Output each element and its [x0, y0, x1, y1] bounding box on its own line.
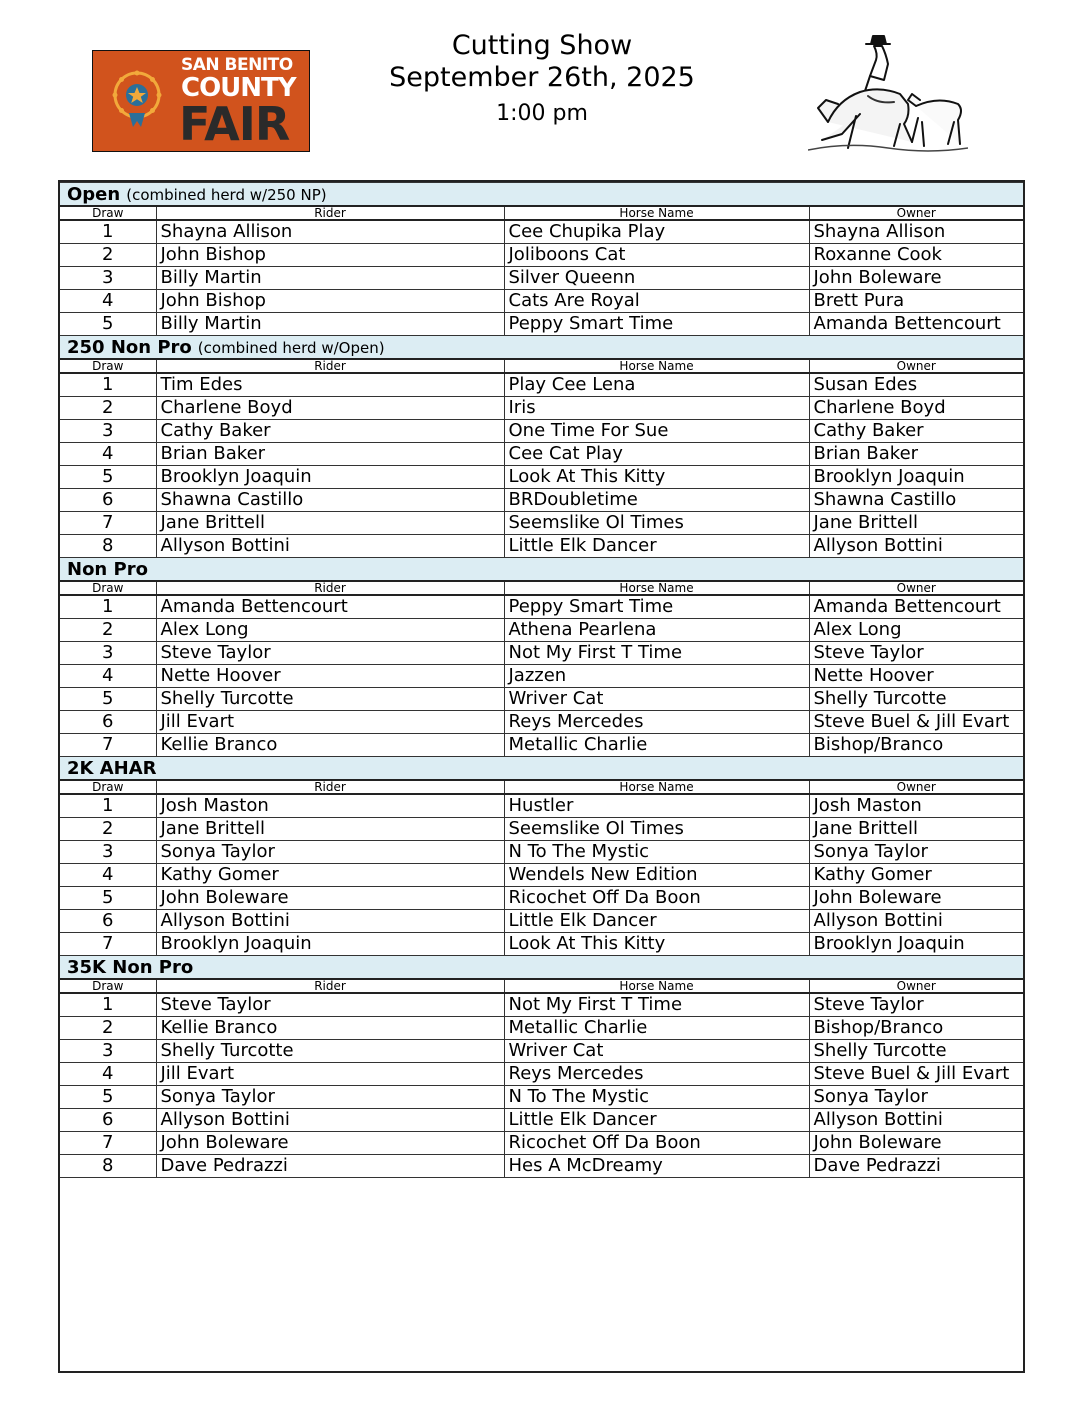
horse-name: Wriver Cat — [504, 688, 809, 711]
rider-name: Allyson Bottini — [156, 910, 504, 933]
table-row — [60, 665, 1023, 688]
rider-name: Steve Taylor — [156, 993, 504, 1017]
rider-name: Allyson Bottini — [156, 535, 504, 558]
col-owner: Owner — [809, 581, 1023, 595]
horse-name: Reys Mercedes — [504, 1063, 809, 1086]
horse-name: Peppy Smart Time — [504, 595, 809, 619]
section-name: Non Pro — [67, 558, 148, 580]
col-rider: Rider — [156, 206, 504, 220]
horse-name: Silver Queenn — [504, 267, 809, 290]
section-title-cell — [60, 558, 1023, 582]
horse-name: Metallic Charlie — [504, 1017, 809, 1040]
horse-name: Ricochet Off Da Boon — [504, 1132, 809, 1155]
horse-name: Little Elk Dancer — [504, 535, 809, 558]
draw-number: 2 — [60, 397, 156, 420]
draw-number: 1 — [60, 595, 156, 619]
col-horse: Horse Name — [504, 979, 809, 993]
rider-name: Alex Long — [156, 619, 504, 642]
draw-number: 5 — [60, 887, 156, 910]
owner-name: Amanda Bettencourt — [809, 313, 1023, 336]
page-title: Cutting Show — [451, 30, 633, 61]
section-name: 250 Non Pro — [67, 336, 192, 358]
column-header-row — [60, 780, 1023, 794]
owner-name: John Boleware — [809, 887, 1023, 910]
section-title-cell — [60, 956, 1023, 980]
col-draw: Draw — [60, 359, 156, 373]
owner-name: Bishop/Branco — [809, 1017, 1023, 1040]
table-row — [60, 1040, 1023, 1063]
rider-name: Dave Pedrazzi — [156, 1155, 504, 1178]
owner-name: Brooklyn Joaquin — [809, 933, 1023, 956]
owner-name: Susan Edes — [809, 373, 1023, 397]
table-row — [60, 535, 1023, 558]
draw-number: 7 — [60, 734, 156, 757]
draw-number: 6 — [60, 489, 156, 512]
table-row — [60, 220, 1023, 244]
col-draw: Draw — [60, 780, 156, 794]
draw-number: 7 — [60, 1132, 156, 1155]
section-title-cell — [60, 336, 1023, 360]
horse-name: BRDoubletime — [504, 489, 809, 512]
draw-number: 3 — [60, 420, 156, 443]
rider-name: John Boleware — [156, 887, 504, 910]
rider-name: Steve Taylor — [156, 642, 504, 665]
section-header — [60, 183, 1023, 207]
draw-number: 6 — [60, 910, 156, 933]
horse-name: Seemslike Ol Times — [504, 818, 809, 841]
owner-name: Shayna Allison — [809, 220, 1023, 244]
horse-name: One Time For Sue — [504, 420, 809, 443]
draw-number: 2 — [60, 619, 156, 642]
section-header — [60, 757, 1023, 781]
table-row — [60, 841, 1023, 864]
column-header-row — [60, 359, 1023, 373]
col-draw: Draw — [60, 206, 156, 220]
horse-name: Cee Cat Play — [504, 443, 809, 466]
rider-name: Jill Evart — [156, 711, 504, 734]
col-draw: Draw — [60, 979, 156, 993]
draw-number: 4 — [60, 443, 156, 466]
table-row — [60, 244, 1023, 267]
owner-name: Steve Taylor — [809, 993, 1023, 1017]
rider-name: Billy Martin — [156, 313, 504, 336]
owner-name: Bishop/Branco — [809, 734, 1023, 757]
draw-number: 5 — [60, 313, 156, 336]
table-row — [60, 910, 1023, 933]
table-row — [60, 711, 1023, 734]
table-row — [60, 619, 1023, 642]
rider-name: Shelly Turcotte — [156, 688, 504, 711]
table-row — [60, 864, 1023, 887]
horse-name: Metallic Charlie — [504, 734, 809, 757]
horse-name: Look At This Kitty — [504, 466, 809, 489]
horse-name: Ricochet Off Da Boon — [504, 887, 809, 910]
table-row — [60, 443, 1023, 466]
horse-name: Joliboons Cat — [504, 244, 809, 267]
table-row — [60, 1155, 1023, 1178]
owner-name: Sonya Taylor — [809, 1086, 1023, 1109]
rider-name: Cathy Baker — [156, 420, 504, 443]
section-header — [60, 558, 1023, 582]
owner-name: John Boleware — [809, 1132, 1023, 1155]
rider-name: Shawna Castillo — [156, 489, 504, 512]
horse-name: Look At This Kitty — [504, 933, 809, 956]
rider-name: Amanda Bettencourt — [156, 595, 504, 619]
owner-name: Alex Long — [809, 619, 1023, 642]
col-rider: Rider — [156, 979, 504, 993]
column-header-row — [60, 206, 1023, 220]
draw-number: 3 — [60, 1040, 156, 1063]
horse-name: Play Cee Lena — [504, 373, 809, 397]
table-row — [60, 933, 1023, 956]
rider-name: Brooklyn Joaquin — [156, 466, 504, 489]
owner-name: Cathy Baker — [809, 420, 1023, 443]
owner-name: Nette Hoover — [809, 665, 1023, 688]
section-header — [60, 336, 1023, 360]
draw-number: 6 — [60, 711, 156, 734]
horse-name: N To The Mystic — [504, 1086, 809, 1109]
draw-number: 4 — [60, 290, 156, 313]
owner-name: Charlene Boyd — [809, 397, 1023, 420]
column-header-row — [60, 979, 1023, 993]
section-name: 35K Non Pro — [67, 956, 194, 978]
rider-name: Kathy Gomer — [156, 864, 504, 887]
rider-name: Jill Evart — [156, 1063, 504, 1086]
rider-name: Kellie Branco — [156, 734, 504, 757]
owner-name: Shelly Turcotte — [809, 688, 1023, 711]
draw-number: 5 — [60, 466, 156, 489]
table-row — [60, 290, 1023, 313]
draw-number: 3 — [60, 642, 156, 665]
owner-name: Steve Buel & Jill Evart — [809, 1063, 1023, 1086]
owner-name: Allyson Bottini — [809, 910, 1023, 933]
draw-number: 1 — [60, 794, 156, 818]
horse-name: N To The Mystic — [504, 841, 809, 864]
col-rider: Rider — [156, 780, 504, 794]
page-time: 1:00 pm — [496, 101, 588, 126]
col-rider: Rider — [156, 581, 504, 595]
owner-name: Shelly Turcotte — [809, 1040, 1023, 1063]
owner-name: Amanda Bettencourt — [809, 595, 1023, 619]
table-row — [60, 642, 1023, 665]
owner-name: Allyson Bottini — [809, 535, 1023, 558]
table-row — [60, 512, 1023, 535]
horse-name: Reys Mercedes — [504, 711, 809, 734]
rider-name: Jane Brittell — [156, 818, 504, 841]
table-row — [60, 313, 1023, 336]
table-row — [60, 818, 1023, 841]
rider-name: John Bishop — [156, 290, 504, 313]
rider-name: Josh Maston — [156, 794, 504, 818]
table-row — [60, 1063, 1023, 1086]
table-row — [60, 373, 1023, 397]
horse-name: Little Elk Dancer — [504, 910, 809, 933]
draw-number: 1 — [60, 993, 156, 1017]
table-row — [60, 267, 1023, 290]
draw-number: 3 — [60, 841, 156, 864]
owner-name: Josh Maston — [809, 794, 1023, 818]
table-row — [60, 489, 1023, 512]
horse-name: Seemslike Ol Times — [504, 512, 809, 535]
rider-name: Nette Hoover — [156, 665, 504, 688]
table-row — [60, 688, 1023, 711]
ribbon-star-icon — [107, 69, 167, 129]
table-row — [60, 1086, 1023, 1109]
draw-number: 7 — [60, 512, 156, 535]
owner-name: Steve Buel & Jill Evart — [809, 711, 1023, 734]
owner-name: Jane Brittell — [809, 818, 1023, 841]
table-row — [60, 420, 1023, 443]
owner-name: Brian Baker — [809, 443, 1023, 466]
owner-name: John Boleware — [809, 267, 1023, 290]
col-owner: Owner — [809, 780, 1023, 794]
owner-name: Steve Taylor — [809, 642, 1023, 665]
draw-number: 5 — [60, 688, 156, 711]
section-title-cell — [60, 183, 1023, 207]
table-row — [60, 734, 1023, 757]
rider-name: John Bishop — [156, 244, 504, 267]
col-horse: Horse Name — [504, 206, 809, 220]
owner-name: Sonya Taylor — [809, 841, 1023, 864]
horse-name: Not My First T Time — [504, 642, 809, 665]
rider-name: Sonya Taylor — [156, 841, 504, 864]
draw-table — [60, 182, 1023, 1178]
horse-name: Hustler — [504, 794, 809, 818]
owner-name: Brooklyn Joaquin — [809, 466, 1023, 489]
section-note: (combined herd w/250 NP) — [126, 185, 327, 204]
table-row — [60, 397, 1023, 420]
rider-name: Charlene Boyd — [156, 397, 504, 420]
draw-number: 1 — [60, 373, 156, 397]
cutting-horse-rider-icon — [808, 30, 968, 158]
title-block — [342, 30, 742, 128]
owner-name: Jane Brittell — [809, 512, 1023, 535]
table-row — [60, 993, 1023, 1017]
horse-name: Cats Are Royal — [504, 290, 809, 313]
horse-name: Little Elk Dancer — [504, 1109, 809, 1132]
draw-number: 7 — [60, 933, 156, 956]
draw-number: 8 — [60, 535, 156, 558]
rider-name: Tim Edes — [156, 373, 504, 397]
column-header-row — [60, 581, 1023, 595]
draw-number: 4 — [60, 864, 156, 887]
draw-number: 4 — [60, 1063, 156, 1086]
draw-number: 1 — [60, 220, 156, 244]
rider-name: Brian Baker — [156, 443, 504, 466]
table-row — [60, 794, 1023, 818]
col-owner: Owner — [809, 979, 1023, 993]
horse-name: Wriver Cat — [504, 1040, 809, 1063]
section-note: (combined herd w/Open) — [197, 338, 385, 357]
rider-name: Jane Brittell — [156, 512, 504, 535]
col-owner: Owner — [809, 359, 1023, 373]
col-horse: Horse Name — [504, 780, 809, 794]
draw-number: 3 — [60, 267, 156, 290]
page-date: September 26th, 2025 — [389, 62, 695, 93]
horse-name: Peppy Smart Time — [504, 313, 809, 336]
rider-name: Allyson Bottini — [156, 1109, 504, 1132]
horse-name: Athena Pearlena — [504, 619, 809, 642]
section-title-cell — [60, 757, 1023, 781]
rider-name: Sonya Taylor — [156, 1086, 504, 1109]
owner-name: Kathy Gomer — [809, 864, 1023, 887]
rider-name: Shayna Allison — [156, 220, 504, 244]
owner-name: Allyson Bottini — [809, 1109, 1023, 1132]
rider-name: John Boleware — [156, 1132, 504, 1155]
fair-logo — [92, 50, 310, 152]
table-row — [60, 1017, 1023, 1040]
draw-number: 4 — [60, 665, 156, 688]
owner-name: Roxanne Cook — [809, 244, 1023, 267]
logo-line3: FAIR — [179, 97, 290, 151]
rider-name: Brooklyn Joaquin — [156, 933, 504, 956]
section-name: Open — [67, 183, 121, 205]
owner-name: Dave Pedrazzi — [809, 1155, 1023, 1178]
draw-number: 8 — [60, 1155, 156, 1178]
draw-number: 2 — [60, 1017, 156, 1040]
table-row — [60, 1109, 1023, 1132]
owner-name: Shawna Castillo — [809, 489, 1023, 512]
horse-name: Not My First T Time — [504, 993, 809, 1017]
table-row — [60, 466, 1023, 489]
table-row — [60, 595, 1023, 619]
col-horse: Horse Name — [504, 359, 809, 373]
draw-sheet — [58, 180, 1025, 1373]
owner-name: Brett Pura — [809, 290, 1023, 313]
section-name: 2K AHAR — [67, 757, 157, 779]
horse-name: Hes A McDreamy — [504, 1155, 809, 1178]
horse-name: Cee Chupika Play — [504, 220, 809, 244]
col-owner: Owner — [809, 206, 1023, 220]
logo-line1: SAN BENITO — [181, 55, 293, 75]
section-header — [60, 956, 1023, 980]
col-horse: Horse Name — [504, 581, 809, 595]
horse-name: Jazzen — [504, 665, 809, 688]
draw-number: 6 — [60, 1109, 156, 1132]
table-row — [60, 887, 1023, 910]
table-row — [60, 1132, 1023, 1155]
draw-number: 2 — [60, 244, 156, 267]
rider-name: Billy Martin — [156, 267, 504, 290]
draw-number: 5 — [60, 1086, 156, 1109]
rider-name: Shelly Turcotte — [156, 1040, 504, 1063]
logo-line2: COUNTY — [181, 73, 296, 103]
horse-name: Wendels New Edition — [504, 864, 809, 887]
draw-number: 2 — [60, 818, 156, 841]
col-draw: Draw — [60, 581, 156, 595]
horse-name: Iris — [504, 397, 809, 420]
col-rider: Rider — [156, 359, 504, 373]
rider-name: Kellie Branco — [156, 1017, 504, 1040]
